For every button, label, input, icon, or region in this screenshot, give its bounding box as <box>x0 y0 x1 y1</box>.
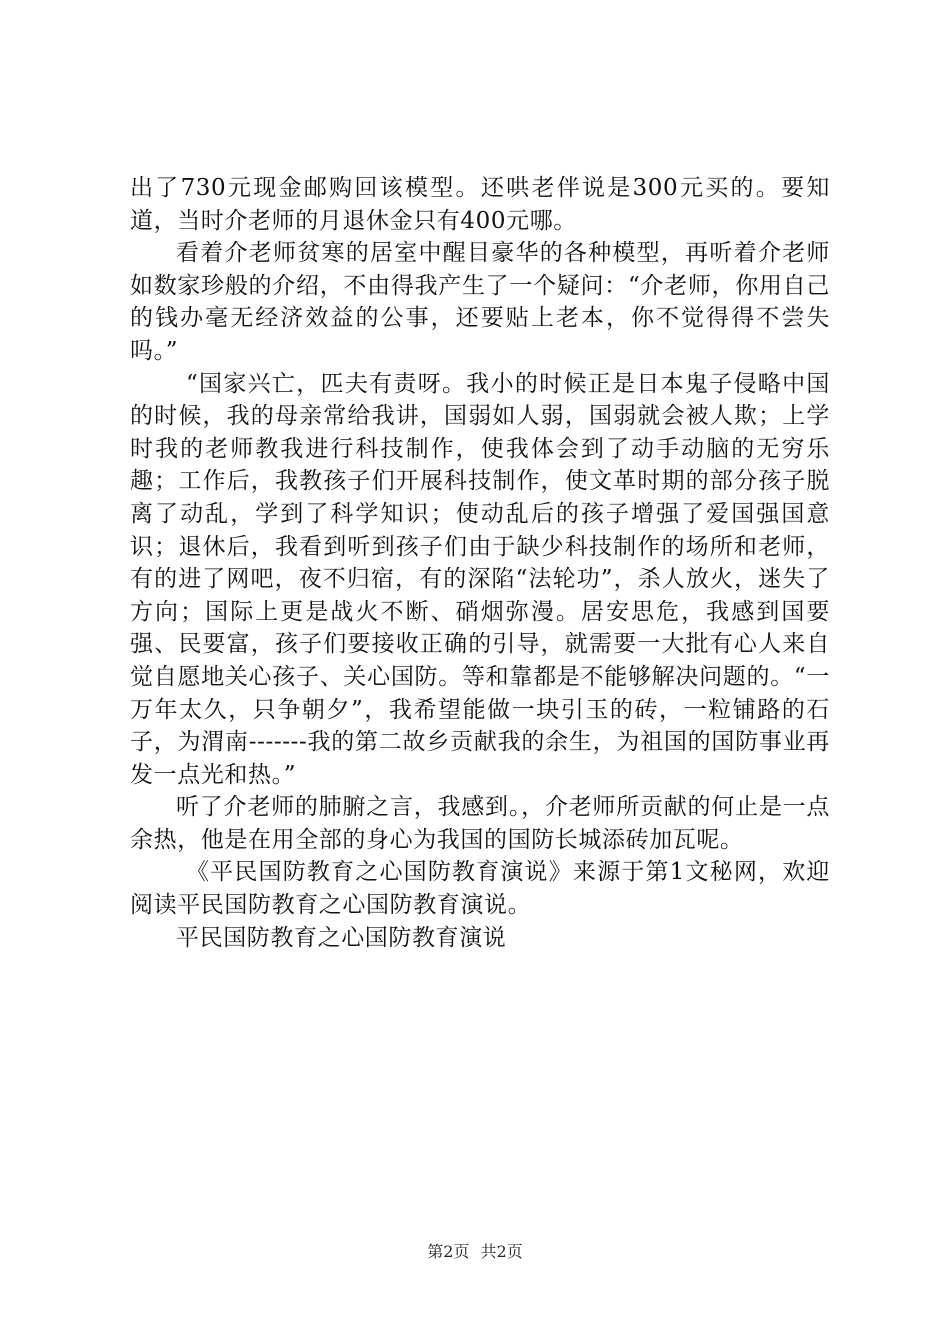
paragraph-title-repeat: 平民国防教育之心国防教育演说 <box>176 924 507 951</box>
page-total: 共2页 <box>480 1242 523 1261</box>
paragraph-source-note: 《平民国防教育之心国防教育演说》来源于第1文秘网，欢迎阅读平民国防教育之心国防教育演说。 <box>130 859 830 919</box>
paragraph-question: 看着介老师贫寒的居室中醒目豪华的各种模型，再听着介老师如数家珍般的介绍，不由得我产生了一个疑问：“介老师，你用自己的钱办毫无经济效益的公事，还要贴上老本，你不觉得得不尝失吗。” <box>130 240 830 364</box>
page-number: 第2页 <box>427 1242 470 1261</box>
paragraph-continuation: 出了730元现金邮购回该模型。还哄老伴说是300元买的。要知道，当时介老师的月退休金只有400元哪。 <box>130 175 830 234</box>
page-footer <box>0 1241 950 1263</box>
paragraph-reflection: 听了介老师的肺腑之言，我感到。，介老师所贡献的何止是一点余热，他是在用全部的身心为我国的国防长城添砖加瓦呢。 <box>130 794 830 853</box>
paragraph-quote: “国家兴亡，匹夫有责呀。我小的时候正是日本鬼子侵略中国的时候，我的母亲常给我讲，国弱如人弱，国弱就会被人欺；上学时我的老师教我进行科技制作，使我体会到了动手动脑的无穷乐趣；工作后，我教孩子们开展科技制作，使文革时期的部分孩子脱离了动乱，学到了科学知识；使动乱后的孩子增强了爱国强国意识；退休后，我看到听到孩子们由于缺少科技制作的场所和老师，有的进了网吧，夜不归宿，有的深陷“法轮功”，杀人放火，迷失了方向；国际上更是战火不断、硝烟弥漫。居安思危，我感到国要强、民要富，孩子们要接收正确的引导，就需要一大批有心人来自觉自愿地关心孩子、关心国防。等和靠都是不能够解决问题的。“一万年太久，只争朝夕”，我希望能做一块引玉的砖，一粒铺路的石子，为渭南-------我的第二故乡贡献我的余生，为祖国的国防事业再发一点光和热。” <box>130 370 830 788</box>
document-body <box>130 172 830 954</box>
